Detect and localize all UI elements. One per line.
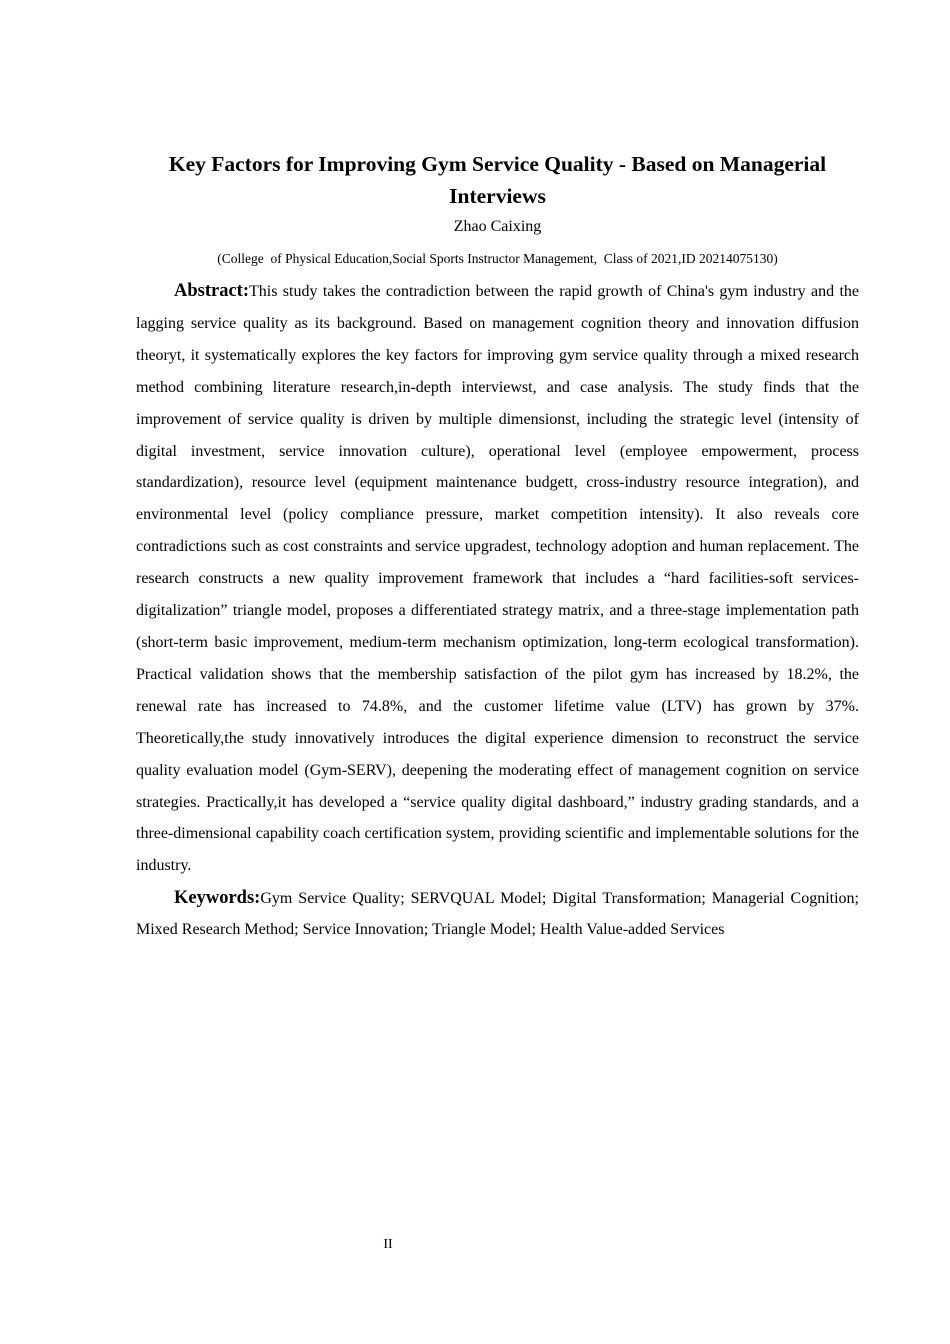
abstract-label: Abstract:: [174, 281, 250, 301]
author-name: Zhao Caixing: [453, 218, 542, 235]
paper-title: Key Factors for Improving Gym Service Quality - Based on Managerial Interviews: [168, 152, 827, 208]
keywords-text: Gym Service Quality; SERVQUAL Model; Digital Transformation; Managerial Cognition; Mixed Research Method; Service Innovation; Triangle Model; Health Value-added Services: [136, 890, 859, 938]
keywords-label: Keywords:: [174, 888, 261, 908]
abstract-text: This study takes the contradiction between the rapid growth of China's gym industry and the lagging service quality as its background. Based on management cognition theory and innovation diffusion theoryt, it systematically explores the key factors for improving gym service quality through a mixed research method combining literature research,in-depth interviewst, and case analysis. The study finds that the improvement of service quality is driven by multiple dimensionst, including the strategic level (intensity of digital investment, service innovation culture), operational level (employee empowerment, process standardization), resource level (equipment maintenance budgett, cross-industry resource integration), and environmental level (policy compliance pressure, market competition intensity). It also reveals core contradictions such as cost constraints and service upgradest, technology adoption and human replacement. The research constructs a new quality improvement framework that includes a “hard facilities-soft services-digitalization” triangle model, proposes a differentiated strategy matrix, and a three-stage implementation path (short-term basic improvement, medium-term mechanism optimization, long-term ecological transformation). Practical validation shows that the membership satisfaction of the pilot gym has increased by 18.2%, the renewal rate has increased to 74.8%, and the customer lifetime value (LTV) has grown by 37%. Theoretically,the study innovatively introduces the digital experience dimension to reconstruct the service quality evaluation model (Gym-SERV), deepening the moderating effect of management cognition on service strategies. Practically,it has developed a “service quality digital dashboard,” industry grading standards, and a three-dimensional capability coach certification system, providing scientific and implementable solutions for the industry.: [136, 283, 859, 875]
page-number: II: [383, 1237, 393, 1252]
abstract-paragraph: [136, 276, 859, 882]
author-affiliation: (College of Physical Education,Social Sports Instructor Management, Class of 2021,ID 20214075130): [217, 251, 778, 266]
keywords-paragraph: [136, 883, 859, 945]
